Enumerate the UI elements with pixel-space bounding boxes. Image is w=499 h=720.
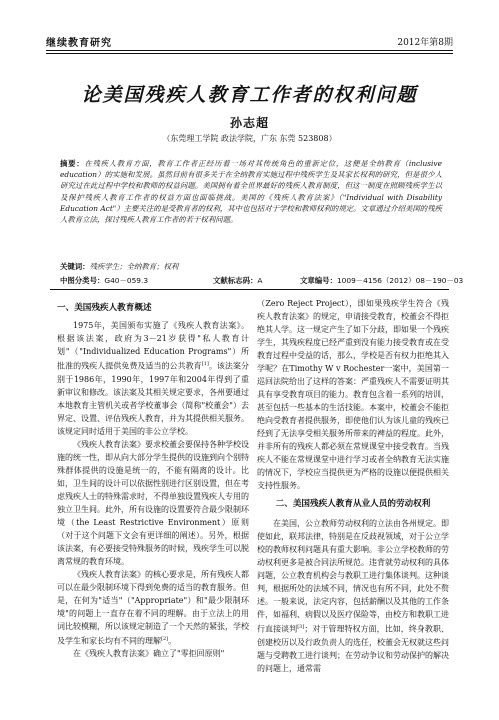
doc-code-label: 文献标志码： (213, 276, 258, 285)
article-title: 论美国残疾人教育工作者的权利问题 (81, 84, 418, 106)
article-id (300, 275, 463, 286)
section-divider (50, 289, 449, 290)
citation-ref: [1] (201, 361, 209, 367)
keywords-label: 关键词： (60, 262, 90, 271)
citation-ref: [2] (161, 635, 169, 642)
clc-value: G40－059.3 (104, 276, 149, 285)
author-name: 孙志超 (229, 116, 269, 130)
article-id-label: 文章编号： (300, 276, 337, 285)
author-affiliation: （东莞理工学院 政法学院，广东 东莞 523808） (162, 134, 337, 143)
citation-ref: [3] (297, 624, 305, 630)
keywords (60, 261, 442, 272)
running-header (46, 34, 453, 50)
left-column (57, 297, 249, 660)
clc-label: 中图分类号： (60, 276, 105, 285)
journal-name: 继续教育研究 (46, 38, 112, 49)
paragraph-text: 。 (168, 636, 177, 646)
article-id-value: 1009－4156（2012）08－190－03 (336, 276, 464, 285)
paragraph: （Zero Reject Project），即如果残疾学生符合《残疾人教育法案》的规定，申请接受教育，校董会不得拒绝其人学。这一规定产生了如下分歧，即如果一个残疾学生，其残疾程度已经严重到没有能力接受教育或在受教育过程中受益的话，那么，学校是否有权力拒绝其入学呢？在Timothy W v Rochester一案中，美国第一巡回法院给出了这样的答案：严重残疾人不需要证明其具有享受教育项目的能力。教育包含着一系列的培训，甚至包括一些基本的生活技能。本案中，校董会不能拒绝向受教育者提供服务，即使他们认为该儿童的残疾已经到了无法享受相关服务所带来的裨益的程度。此外，并非所有的残疾人都必须在常规课堂中接受教育。当残疾人不能在常规课堂中进行学习或者全纳教育无法实施的情况下，学校应当提供更为严格的设施以便提供相关支持性服务。 (257, 299, 449, 490)
paragraph (57, 568, 249, 648)
doc-code-value: A (257, 276, 263, 285)
abstract-text: 在残疾人教育方面，教育工作者正经历着一场对其传统角色的重新定位，这便是全纳教育（inclusive education）的实施和发展。虽然目前有很多关于在全纳教育实施过程中残疾学生及其家长权利的研究，但是很少人研究过在此过程中学校和教师的权益问题。美国拥有着全世界最好的残疾人教育制度，但这一制度在照顾残疾学生以及保护残疾人教育工作者的权益方面也面临挑战。美国的《残疾人教育法案》（"Individual with Disability Education Act"）主要关注的是受教育者的权利，其中也包括对于学校和教师权利的规定。文章通过介绍美国的残疾人教育立法，探讨残疾人教育工作者的若干权利问题。 (60, 159, 442, 225)
paragraph-text: ；对于管理特权方面，比如，终身教职、创建校历以及行政负责人的选任，校董会无权就这些问题与受聘教工进行谈判；在劳动争议和劳动保护的解决的问题上，通常需 (257, 624, 450, 673)
paragraph-text: 1975年，美国颁布实施了《残疾人教育法案》。根据该法案，政府为3－21岁获得"私人教育计划"（"Individualized Education Programs"）所批准的残疾人提供免费及适当的公共教育 (57, 321, 249, 371)
section-heading-1: 一、美国残疾人教育概述 (57, 303, 152, 313)
keywords-text: 残疾学生；全纳教育；权利 (89, 262, 179, 271)
section-heading-2: 二、美国残疾人教育从业人员的劳动权利 (275, 499, 431, 509)
abstract-label: 摘要： (60, 159, 85, 168)
paragraph-text: 《残疾人教育法案》的核心要求是，所有残疾人都可以在最少限制环境下得到免费的适当的教育服务。但是，在何为"适当"（"Appropriate"）和"最少限制环境"的问题上一直存在着不同的理解。由于立法上的用词比较模糊，所以该规定制造了一个天然的紧张，学校及学生和家长均有不同的理解 (57, 569, 249, 646)
header-rule (46, 50, 453, 51)
paragraph-text: 。该法案分别于1986年，1990年，1997年和2004年得到了重新审议和修改。该法案及其相关规定要求，各州要通过本地教育主管机关或者学校董事会（简称"校董会"）去界定、设置、评估残疾人教育，并为其提供相关服务。该规定同时适用于美国的非公立学校。 (57, 361, 250, 436)
abstract (60, 158, 442, 225)
paragraph: 《残疾人教育法案》要求校董会要保持各种学校设施的统一性，即从向大部分学生提供的设施到向个别特殊群体提供的设施是统一的，不能有隔离的设计。比如，卫生间的设计可以依据性别进行区别设置，但在考虑残疾人士的特殊需求时，不得单独设置残疾人专用的独立卫生间。此外，所有设施的设置要符合最少限制环境（the Least Restrictive Environment）原则（对于这个问题下文会有更详细的阐述）。另外，根据该法案，有必要接受特殊服务的时候，残疾学生可以脱离常规的教育环境。 (57, 439, 249, 566)
clc-number (60, 275, 148, 286)
paragraph: 在《残疾人教育法案》确立了"零拒回原则" (73, 649, 225, 659)
header-rule-thin (46, 53, 453, 54)
issue-label: 2012年第8期 (397, 38, 453, 48)
document-code (213, 275, 262, 286)
paragraph (57, 319, 249, 438)
right-column (257, 297, 449, 675)
paragraph-text: 在美国，公立教师劳动权利的立法由各州规定。即使如此，联邦法律，特别是在反歧视领域，对于公立学校的教师权利问题具有重大影响。非公立学校教师的劳动权利更多是被合同法所规范。违背就劳动权利的具体问题，公立教育机构会与教职工进行集体谈判。这种谈判，根据所处的法域不同，情况也有所不同，此处不赘述。一般来说，法定内容，包括薪酬以及其他的工作条件，如福利、病假以及医疗保险等，由校方和教职工进行直接谈判 (257, 519, 449, 634)
paragraph (257, 517, 449, 675)
